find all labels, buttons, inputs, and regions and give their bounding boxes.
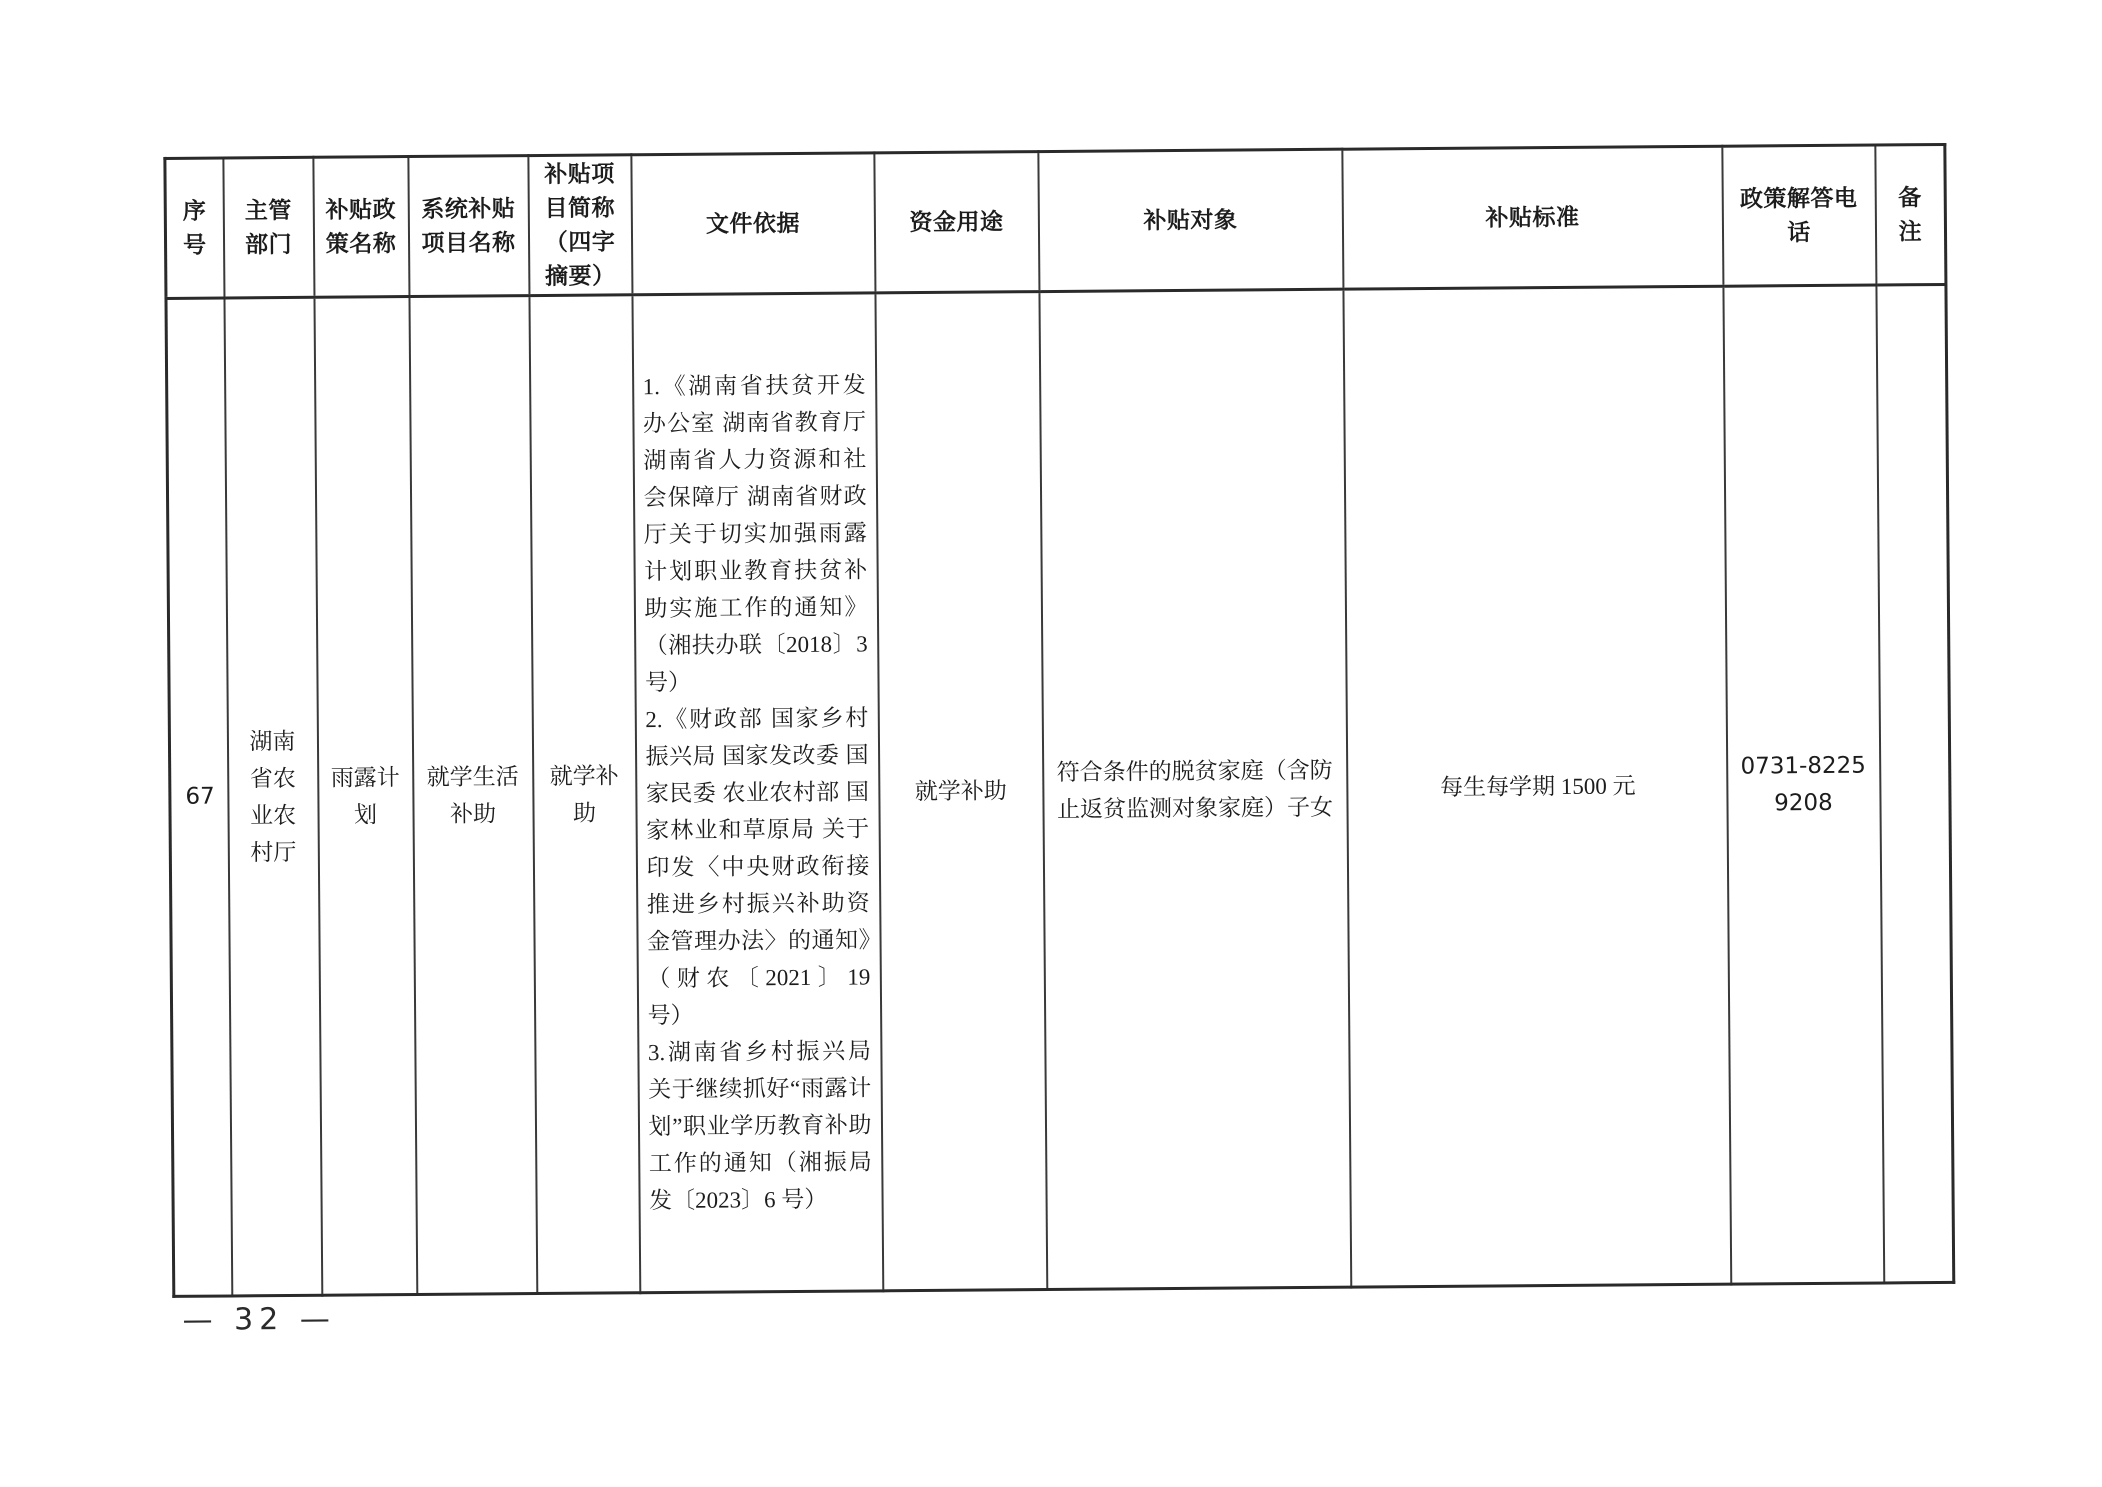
- cell-department: 湖南省农业农村厅: [224, 297, 322, 1296]
- cell-project-abbr: 就学补助: [529, 295, 640, 1294]
- header-department: 主管部门: [223, 157, 314, 298]
- cell-subsidy-standard: 每生每学期 1500 元: [1343, 286, 1731, 1287]
- cell-subsidy-target: 符合条件的脱贫家庭（含防止返贫监测对象家庭）子女: [1039, 289, 1351, 1289]
- page-number: — 32 —: [182, 1301, 336, 1338]
- cell-fund-use: 就学补助: [875, 292, 1047, 1291]
- cell-policy-name: 雨露计划: [314, 297, 417, 1296]
- document-basis-item-3: 3.湖南省乡村振兴局关于继续抓好“雨露计划”职业学历教育补助工作的通知（湘振局发〔2023〕6 号）: [647, 1038, 872, 1214]
- document-basis-item-1: 1.《湖南省扶贫开发办公室 湖南省教育厅 湖南省人力资源和社会保障厅 湖南省财政厅关于切实加强雨露计划职业教育扶贫补助实施工作的通知》（湘扶办联〔2018〕3 号）: [642, 372, 868, 696]
- header-project-abbr: 补贴项目简称（四字摘要）: [528, 155, 632, 296]
- header-remarks: 备注: [1875, 144, 1946, 285]
- header-subsidy-standard: 补贴标准: [1342, 146, 1723, 289]
- header-serial-no: 序号: [165, 158, 224, 298]
- header-project-name: 系统补贴项目名称: [408, 156, 529, 297]
- table-header-row: [165, 144, 1946, 298]
- header-policy-name: 补贴政策名称: [313, 157, 409, 298]
- header-fund-use: 资金用途: [874, 152, 1039, 293]
- header-subsidy-target: 补贴对象: [1038, 149, 1343, 291]
- subsidy-policy-table: [163, 143, 1955, 1298]
- document-basis-item-2: 2.《财政部 国家乡村振兴局 国家发改委 国家民委 农业农村部 国家林业和草原局 关于印发〈中央财政衔接推进乡村振兴补助资金管理办法〉的通知》（财农〔2021〕19 号）: [645, 705, 871, 1029]
- cell-policy-phone: 0731-8225 9208: [1723, 285, 1884, 1284]
- header-document-basis: 文件依据: [631, 153, 875, 295]
- cell-project-name: 就学生活补助: [409, 296, 537, 1295]
- cell-serial-no: 67: [166, 298, 232, 1296]
- cell-document-basis: [632, 293, 883, 1293]
- table-row: [166, 284, 1954, 1296]
- header-policy-phone: 政策解答电话: [1722, 145, 1876, 286]
- cell-remarks: [1876, 284, 1954, 1283]
